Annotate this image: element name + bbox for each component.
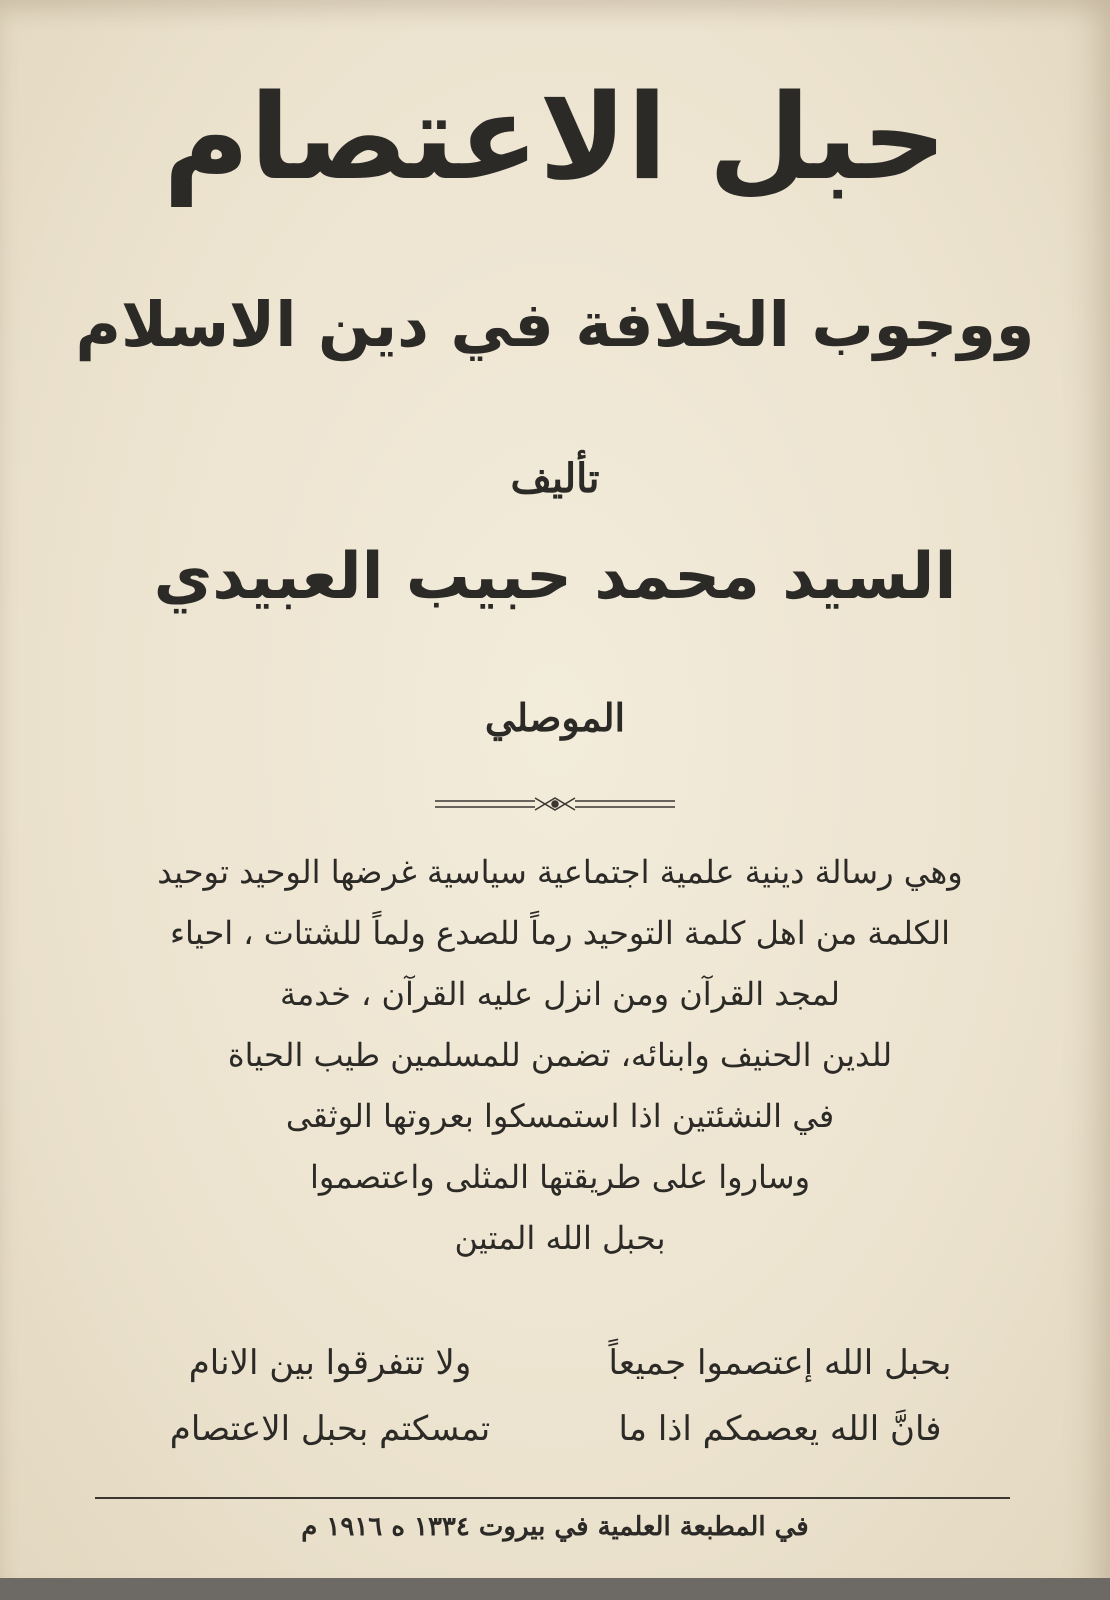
verse-hemistich: تمسكتم بحبل الاعتصام [169, 1409, 491, 1449]
verse-hemistich: فانَّ الله يعصمكم اذا ما [618, 1409, 942, 1449]
poem-verses [130, 1330, 980, 1462]
verse-row [130, 1396, 980, 1462]
description-line: وهي رسالة دينية علمية اجتماعية سياسية غرضها الوحيد توحيد [157, 853, 963, 891]
description-line: للدين الحنيف وابنائه، تضمن للمسلمين طيب الحياة [227, 1036, 893, 1074]
scan-edge [0, 1578, 1110, 1600]
description-line: في النشئتين اذا استمسكوا بعروتها الوثقى [285, 1097, 835, 1135]
verse-hemistich: ولا تتفرقوا بين الانام [188, 1343, 472, 1383]
ornament-divider [430, 790, 680, 818]
description-line: الكلمة من اهل كلمة التوحيد رماً للصدع ولماً للشتات ، احياء [170, 914, 950, 952]
page-subtitle: ووجوب الخلافة في دين الاسلام [75, 288, 1035, 361]
author-name: السيد محمد حبيب العبيدي [153, 540, 957, 614]
description-line: وساروا على طريقتها المثلى واعتصموا [309, 1158, 811, 1196]
page-title: حبل الاعتصام [163, 68, 947, 206]
author-origin: الموصلي [484, 695, 626, 740]
verse-row [130, 1330, 980, 1396]
description-line: لمجد القرآن ومن انزل عليه القرآن ، خدمة [279, 975, 840, 1013]
description-block [150, 842, 970, 1269]
verse-hemistich: بحبل الله إعتصموا جميعاً [608, 1343, 952, 1383]
byline-label: تأليف [510, 455, 600, 502]
description-line: بحبل الله المتين [454, 1219, 666, 1257]
footer-rule [95, 1497, 1010, 1499]
printer-imprint: في المطبعة العلمية في بيروت ١٣٣٤ ه ١٩١٦ م [301, 1512, 809, 1542]
